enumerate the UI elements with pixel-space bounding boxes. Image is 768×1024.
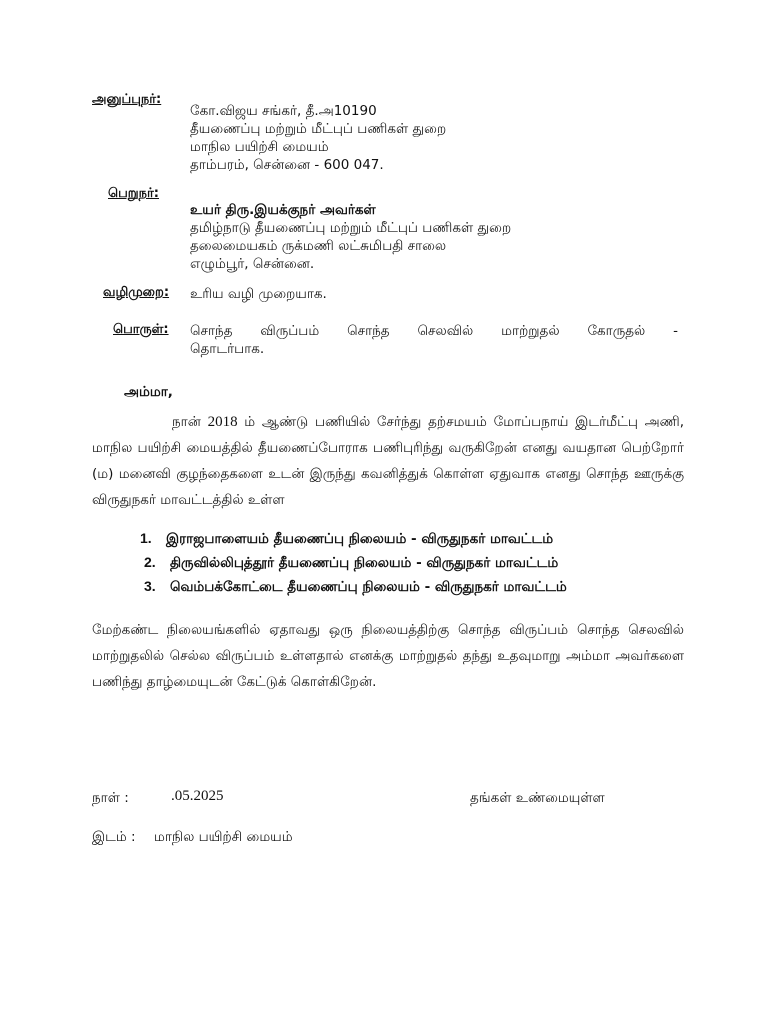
body-paragraph-2: மேற்கண்ட நிலையங்களில் ஏதாவது ஒரு நிலையத்திற்கு சொந்த விருப்பம் சொந்த செலவில் மாற்றுதலில் செல்ல விருப்பம் உள்ளதால் எனக்கு மாற்றுதல் தந்து உதவுமாறு அம்மா அவர்களை பணிந்து தாழ்மையுடன் கேட்டுக் கொள்கிறேன். <box>92 622 684 690</box>
to-line: எழும்பூர், சென்னை. <box>190 256 315 272</box>
subject-line-1: சொந்த விருப்பம் சொந்த செலவில் மாற்றுதல் கோருதல் - <box>190 323 678 339</box>
to-line: உயர் திரு.இயக்குநர் அவர்கள் <box>190 202 376 218</box>
list-number: 1. <box>140 530 152 546</box>
list-item <box>140 554 567 578</box>
from-line: தீயணைப்பு மற்றும் மீட்புப் பணிகள் துறை <box>190 121 447 137</box>
place-label: இடம் : <box>92 829 136 845</box>
para1-text-rest: ம் ஆண்டு பணியில் சேர்ந்து தற்சமயம் மோப்பநாய் இடர்மீட்பு அணி, மாநில பயிற்சி மையத்தில் தீயணைப்போராக பணிபுரிந்து வருகிறேன் எனது வயதான பெற்றோர் (ம) மனைவி குழந்தைகளை உடன் இருந்து கவனித்துக் கொள்ள ஏதுவாக எனது சொந்த ஊருக்கு விருதுநகர் மாவட்டத்தில் உள்ள <box>92 414 684 508</box>
subject-line-2: தொடர்பாக. <box>190 341 265 357</box>
from-line: தாம்பரம், சென்னை - 600 047. <box>190 157 384 173</box>
subject-label: பொருள்: <box>113 322 169 337</box>
to-address <box>190 201 511 273</box>
station-text: வெம்பக்கோட்டை தீயணைப்பு நிலையம் - விருதுநகர் மாவட்டம் <box>170 579 567 595</box>
list-number: 2. <box>144 554 156 570</box>
para1-text-start: நான் <box>172 414 208 430</box>
salutation: அம்மா, <box>124 384 173 400</box>
date-value: .05.2025 <box>171 788 224 804</box>
list-item <box>140 578 567 602</box>
body-paragraph-1 <box>92 409 684 513</box>
year: 2018 <box>207 414 238 430</box>
through-text: உரிய வழி முறையாக. <box>190 286 327 302</box>
from-label: அனுப்புநர்: <box>92 92 162 107</box>
to-line: தமிழ்நாடு தீயணைப்பு மற்றும் மீட்புப் பணிகள் துறை <box>190 220 512 236</box>
to-line: தலைமையகம் ருக்மணி லட்சுமிபதி சாலை <box>190 238 447 254</box>
station-text: திருவில்லிபுத்தூர் தீயணைப்பு நிலையம் - விருதுநகர் மாவட்டம் <box>170 555 559 571</box>
place-value: மாநில பயிற்சி மையம் <box>154 829 293 845</box>
closing: தங்கள் உண்மையுள்ள <box>470 790 605 806</box>
date-label: நாள் : <box>92 790 129 806</box>
list-number: 3. <box>144 578 156 594</box>
list-item <box>140 530 567 554</box>
from-line: கோ.விஜய சங்கர், தீ.அ10190 <box>190 103 377 119</box>
station-text: இராஜபாளையம் தீயணைப்பு நிலையம் - விருதுநகர் மாவட்டம் <box>166 531 554 547</box>
from-address <box>190 102 446 174</box>
station-list <box>140 530 567 602</box>
to-label: பெறுநர்: <box>108 186 159 201</box>
from-line: மாநில பயிற்சி மையம் <box>190 139 329 155</box>
through-label: வழிமுறை: <box>103 285 170 300</box>
